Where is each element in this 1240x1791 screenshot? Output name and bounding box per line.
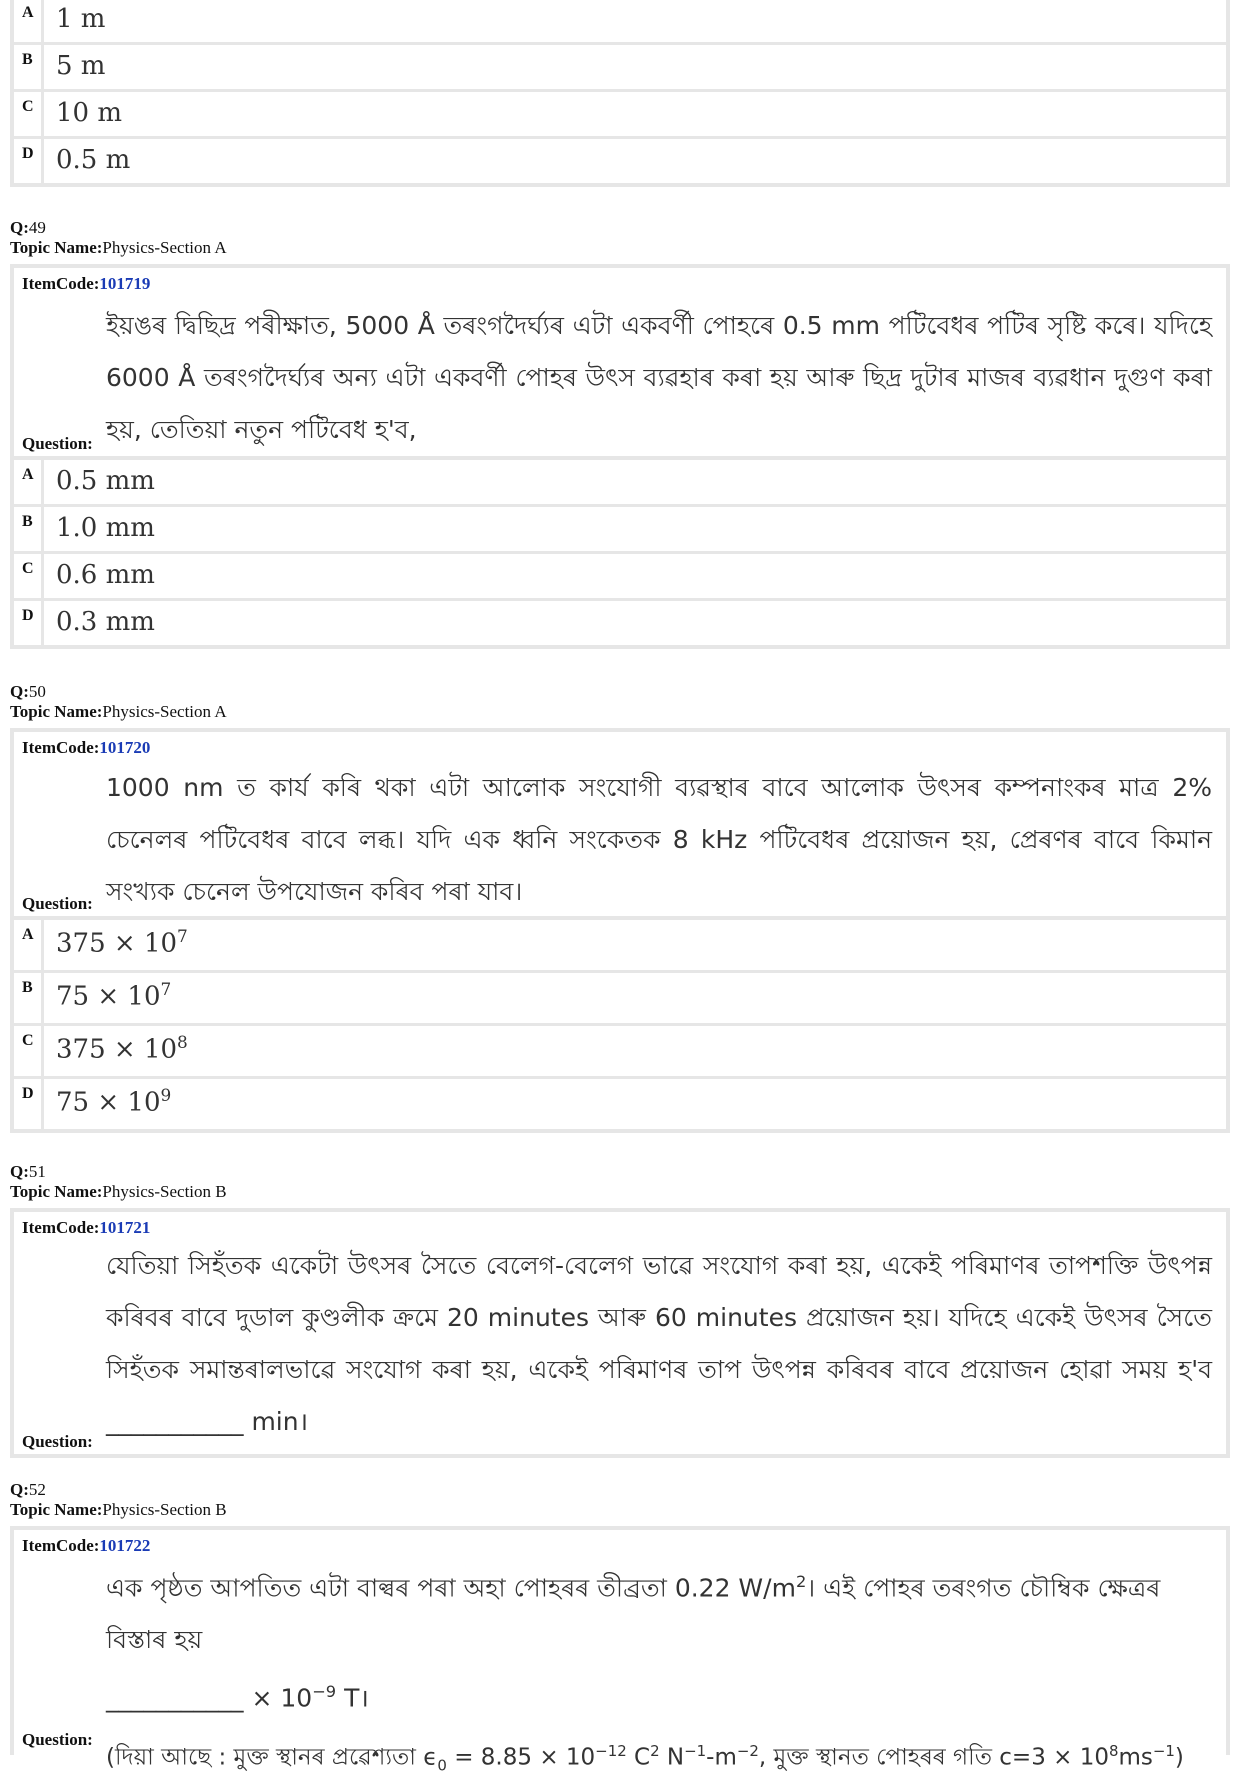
- option-text: 1.0 mm: [56, 513, 155, 543]
- option-text: $75 \times 10^9$: [56, 1085, 172, 1118]
- option-text: 0.6 mm: [56, 560, 155, 590]
- options-table: [10, 916, 1230, 1133]
- item-code: ItemCode:101719: [22, 274, 151, 293]
- question-header: Q:49 Topic Name:Physics-Section A: [10, 218, 227, 257]
- question-label: Question:: [22, 434, 93, 453]
- option-row: [14, 1079, 1226, 1129]
- option-row: [14, 0, 1226, 45]
- option-text: 5 m: [56, 51, 106, 81]
- option-letter: D: [14, 139, 44, 183]
- question-label: Question:: [22, 1730, 93, 1749]
- option-row: [14, 601, 1226, 645]
- prev-options-table: [10, 0, 1230, 187]
- question-header: Q:50 Topic Name:Physics-Section A: [10, 682, 227, 721]
- option-letter: A: [14, 460, 44, 504]
- question-box: [10, 1526, 1230, 1774]
- option-row: [14, 92, 1226, 139]
- question-box: [10, 728, 1230, 920]
- question-label: Question:: [22, 894, 93, 913]
- option-letter: C: [14, 92, 44, 136]
- question-header: Q:52 Topic Name:Physics-Section B: [10, 1480, 227, 1519]
- option-row: [14, 45, 1226, 92]
- question-text: ইয়ঙৰ দ্বিছিদ্র পৰীক্ষাত, 5000 Å তৰংগদৈৰ্ঘ্যৰ এটা একবৰ্ণী পোহৰে 0.5 mm পটিবেধৰ পটিৰ সৃষ্টি কৰে। যদিহে 6000 Å তৰংগদৈৰ্ঘ্যৰ অন্য এটা একবৰ্ণী পোহৰ উৎস ব্যৱহাৰ কৰা হয় আৰু ছিদ্র দুটাৰ মাজৰ ব্যৱধান দুগুণ কৰা হয়, তেতিয়া নতুন পটিবেধ হ'ব,: [106, 311, 1212, 444]
- option-letter: C: [14, 1026, 44, 1076]
- question-text: 1000 nm ত কাৰ্য কৰি থকা এটা আলোক সংযোগী ব্যৱস্থাৰ বাবে আলোক উৎসৰ কম্পনাংকৰ মাত্ৰ 2% চেনেলৰ পটিবেধৰ বাবে লব্ধ। যদি এক ধ্বনি সংকেতক 8 kHz পটিবেধৰ প্ৰয়োজন হয়, প্ৰেৰণৰ বাবে কিমান সংখ্যক চেনেল উপযোজন কৰিব পৰা যাব।: [106, 773, 1212, 906]
- option-text: 0.3 mm: [56, 607, 155, 637]
- option-text: 10 m: [56, 98, 123, 128]
- option-letter: B: [14, 973, 44, 1023]
- option-letter: B: [14, 45, 44, 89]
- option-letter: C: [14, 554, 44, 598]
- option-row: [14, 139, 1226, 183]
- question-text: এক পৃষ্ঠত আপতিত এটা বাল্বৰ পৰা অহা পোহৰৰ তীব্ৰতা 0.22 $W/m^2।$ এই পোহৰ তৰংগত চৌম্বিক ক্ষেত্ৰৰ বিস্তাৰ হয় ___________ × $10^{-9}$ T। (দিয়া আছে : মুক্ত স্থানৰ প্ৰৱেশ্যতা $\epsilon_0 = 8.85 \times 10^{-12}$ $C^2$ $N^{-1}-m^{-2}$, মুক্ত স্থানত পোহৰৰ গতি $c=3 \times 10^8ms^{-1}$): [106, 1572, 1184, 1774]
- options-table: [10, 456, 1230, 649]
- option-row: [14, 507, 1226, 554]
- option-letter: D: [14, 601, 44, 645]
- question-header: Q:51 Topic Name:Physics-Section B: [10, 1162, 227, 1201]
- option-letter: B: [14, 507, 44, 551]
- option-text: $375 \times 10^7$: [56, 926, 188, 959]
- option-row: [14, 460, 1226, 507]
- option-text: 0.5 m: [56, 145, 131, 175]
- option-row: [14, 973, 1226, 1026]
- option-row: [14, 554, 1226, 601]
- item-code: ItemCode:101722: [22, 1536, 151, 1555]
- option-row: [14, 1026, 1226, 1079]
- option-letter: A: [14, 0, 44, 42]
- item-code: ItemCode:101721: [22, 1218, 151, 1237]
- question-box: [10, 1208, 1230, 1458]
- item-code: ItemCode:101720: [22, 738, 151, 757]
- option-text: 0.5 mm: [56, 466, 155, 496]
- option-letter: A: [14, 920, 44, 970]
- option-text: $75 \times 10^7$: [56, 979, 172, 1012]
- option-text: 1 m: [56, 4, 106, 34]
- question-text: যেতিয়া সিহঁতক একেটা উৎসৰ সৈতে বেলেগ-বেলেগ ভাৱে সংযোগ কৰা হয়, একেই পৰিমাণৰ তাপশক্তি উৎপন্ন কৰিবৰ বাবে দুডাল কুণ্ডলীক ক্ৰমে 20 minutes আৰু 60 minutes প্ৰয়োজন হয়। যদিহে একেই উৎসৰ সৈতে সিহঁতক সমান্তৰালভাৱে সংযোগ কৰা হয়, একেই পৰিমাণৰ তাপ উৎপন্ন কৰিবৰ বাবে প্ৰয়োজন হোৱা সময় হ'ব ___________ min।: [106, 1251, 1212, 1436]
- option-letter: D: [14, 1079, 44, 1129]
- option-text: $375 \times 10^8$: [56, 1032, 188, 1065]
- question-label: Question:: [22, 1432, 93, 1451]
- question-box: [10, 264, 1230, 460]
- option-row: [14, 920, 1226, 973]
